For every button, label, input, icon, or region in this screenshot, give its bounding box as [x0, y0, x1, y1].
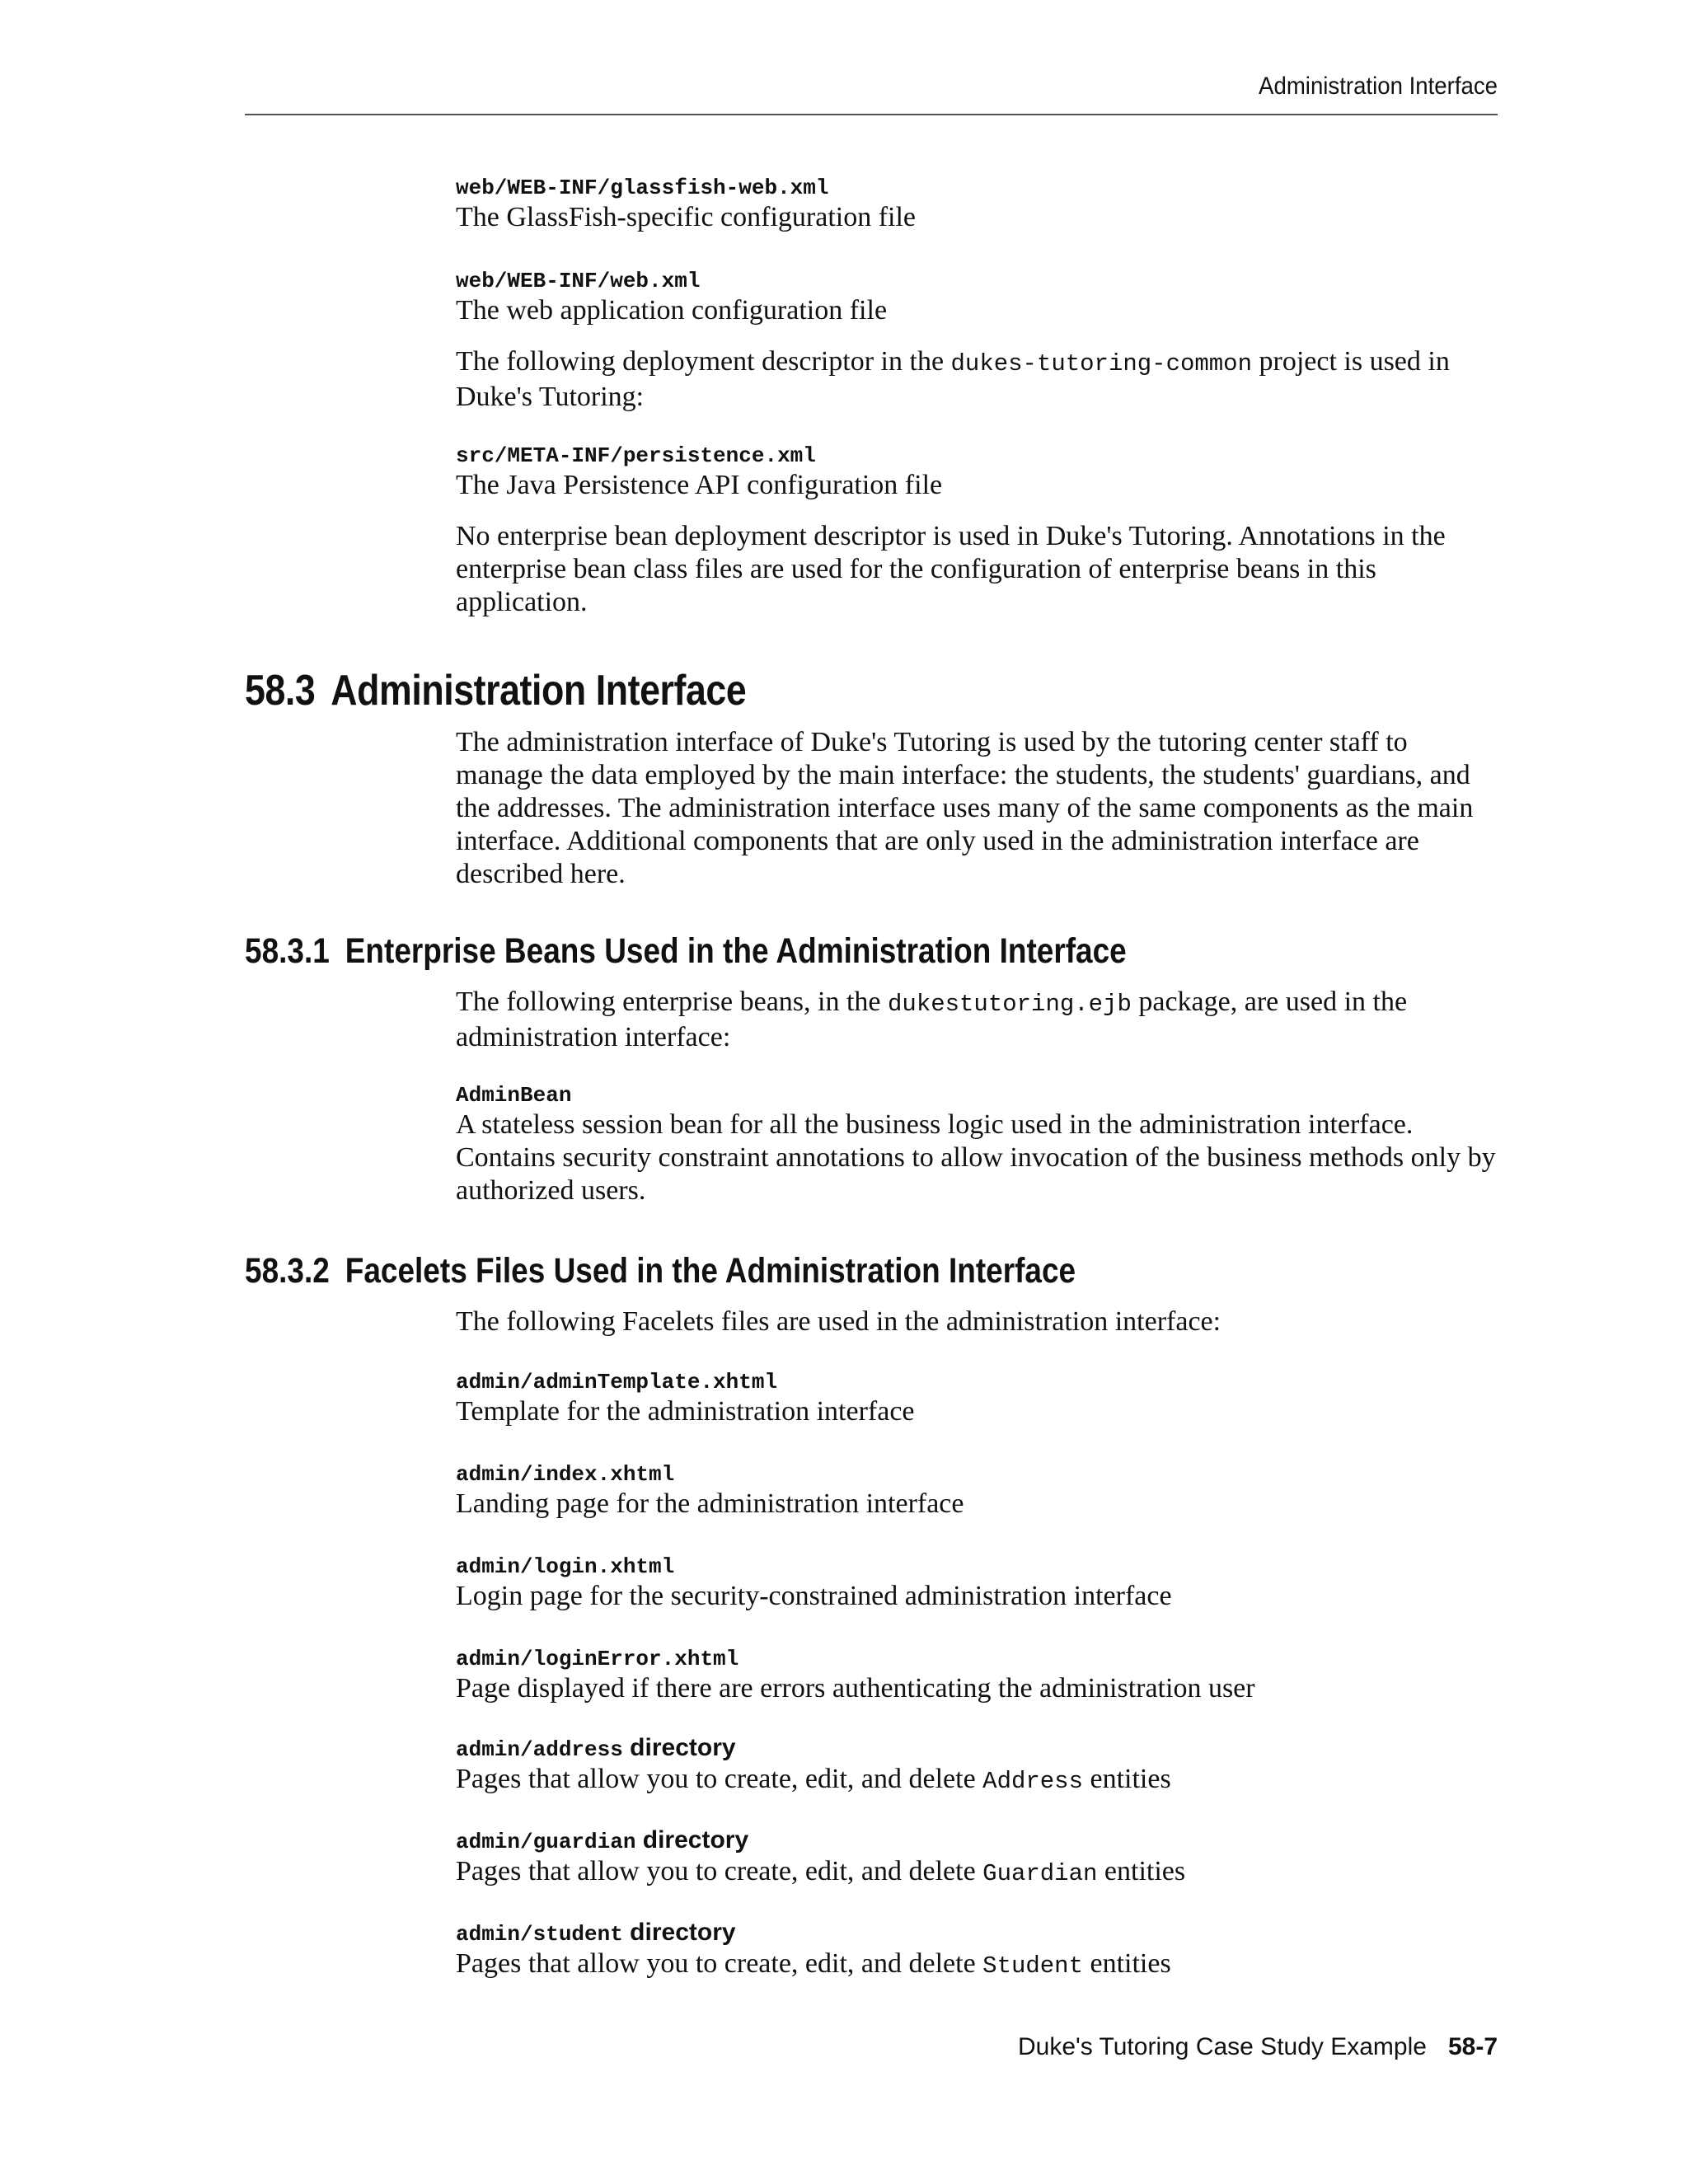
subsection-paragraph: The following enterprise beans, in the dukestutoring.ejb package, are used in the administration interface: — [456, 987, 1408, 1052]
facelets-entry — [456, 1646, 1498, 1705]
entry-term: web/WEB-INF/web.xml — [456, 269, 701, 293]
entry-definition: The GlassFish-specific configuration file — [456, 202, 917, 232]
config-entry — [456, 268, 1498, 327]
directory-entry — [456, 1919, 1498, 1983]
entry-term: admin/address directory — [456, 1734, 736, 1762]
entry-term: admin/loginError.xhtml — [456, 1647, 739, 1671]
entry-definition: A stateless session bean for all the business logic used in the administration interface. Contains security constraint annotations to allow invocation of the business methods only by authorized users. — [456, 1109, 1496, 1206]
footer-book-title: Duke's Tutoring Case Study Example — [1017, 2033, 1427, 2060]
directory-entry — [456, 1827, 1498, 1891]
entry-definition: The Java Persistence API configuration file — [456, 470, 943, 500]
bean-entry — [456, 1082, 1498, 1207]
entry-term: src/META-INF/persistence.xml — [456, 443, 816, 468]
entry-definition: The web application configuration file — [456, 295, 888, 326]
no-ejb-paragraph: No enterprise bean deployment descriptor is used in Duke's Tutoring. Annotations in the enterprise bean class files are used for the configuration of enterprise beans in this application. — [456, 521, 1446, 617]
entry-term: web/WEB-INF/glassfish-web.xml — [456, 176, 829, 200]
entry-definition: Template for the administration interface — [456, 1396, 915, 1427]
entry-definition: Landing page for the administration interface — [456, 1488, 964, 1519]
section-paragraph: The administration interface of Duke's Tutoring is used by the tutoring center staff to manage the data employed by the main interface: the students, the students' guardians, and the addresses. The administration interface uses many of the same components as the main interface. Additional components that are only used in the administration interface are described here. — [456, 727, 1474, 889]
facelets-entry — [456, 1369, 1498, 1428]
entry-definition: Pages that allow you to create, edit, and delete Guardian entities — [456, 1856, 1186, 1887]
entry-definition: Login page for the security-constrained administration interface — [456, 1581, 1172, 1611]
entry-term: admin/adminTemplate.xhtml — [456, 1370, 778, 1394]
common-descriptor-paragraph: The following deployment descriptor in the dukes-tutoring-common project is used in Duke's Tutoring: — [456, 346, 1450, 412]
section-heading: 58.3 Administration Interface — [245, 667, 747, 715]
subsection-heading: 58.3.1 Enterprise Beans Used in the Administration Interface — [245, 931, 1127, 971]
entry-term: admin/guardian directory — [456, 1826, 749, 1854]
facelets-entry — [456, 1554, 1498, 1613]
subsection-heading: 58.3.2 Facelets Files Used in the Administration Interface — [245, 1251, 1076, 1291]
entry-definition: Pages that allow you to create, edit, and delete Address entities — [456, 1764, 1171, 1795]
package-code: dukestutoring.ejb — [888, 991, 1132, 1018]
page-number: 58-7 — [1447, 2033, 1498, 2060]
entry-term: admin/student directory — [456, 1919, 736, 1947]
header-rule — [245, 114, 1498, 115]
entry-term: AdminBean — [456, 1083, 572, 1108]
config-entry — [456, 443, 1498, 502]
project-code: dukes-tutoring-common — [950, 350, 1252, 377]
subsection-paragraph: The following Facelets files are used in the administration interface: — [456, 1306, 1221, 1337]
entry-term: admin/index.xhtml — [456, 1462, 675, 1487]
running-header: Administration Interface — [1259, 73, 1498, 100]
page-footer — [245, 2033, 1498, 2061]
entry-definition: Page displayed if there are errors authenticating the administration user — [456, 1673, 1255, 1704]
facelets-entry — [456, 1461, 1498, 1521]
entry-term: admin/login.xhtml — [456, 1554, 675, 1579]
directory-entry — [456, 1735, 1498, 1798]
entry-definition: Pages that allow you to create, edit, and delete Student entities — [456, 1948, 1171, 1980]
config-entry — [456, 175, 1498, 234]
